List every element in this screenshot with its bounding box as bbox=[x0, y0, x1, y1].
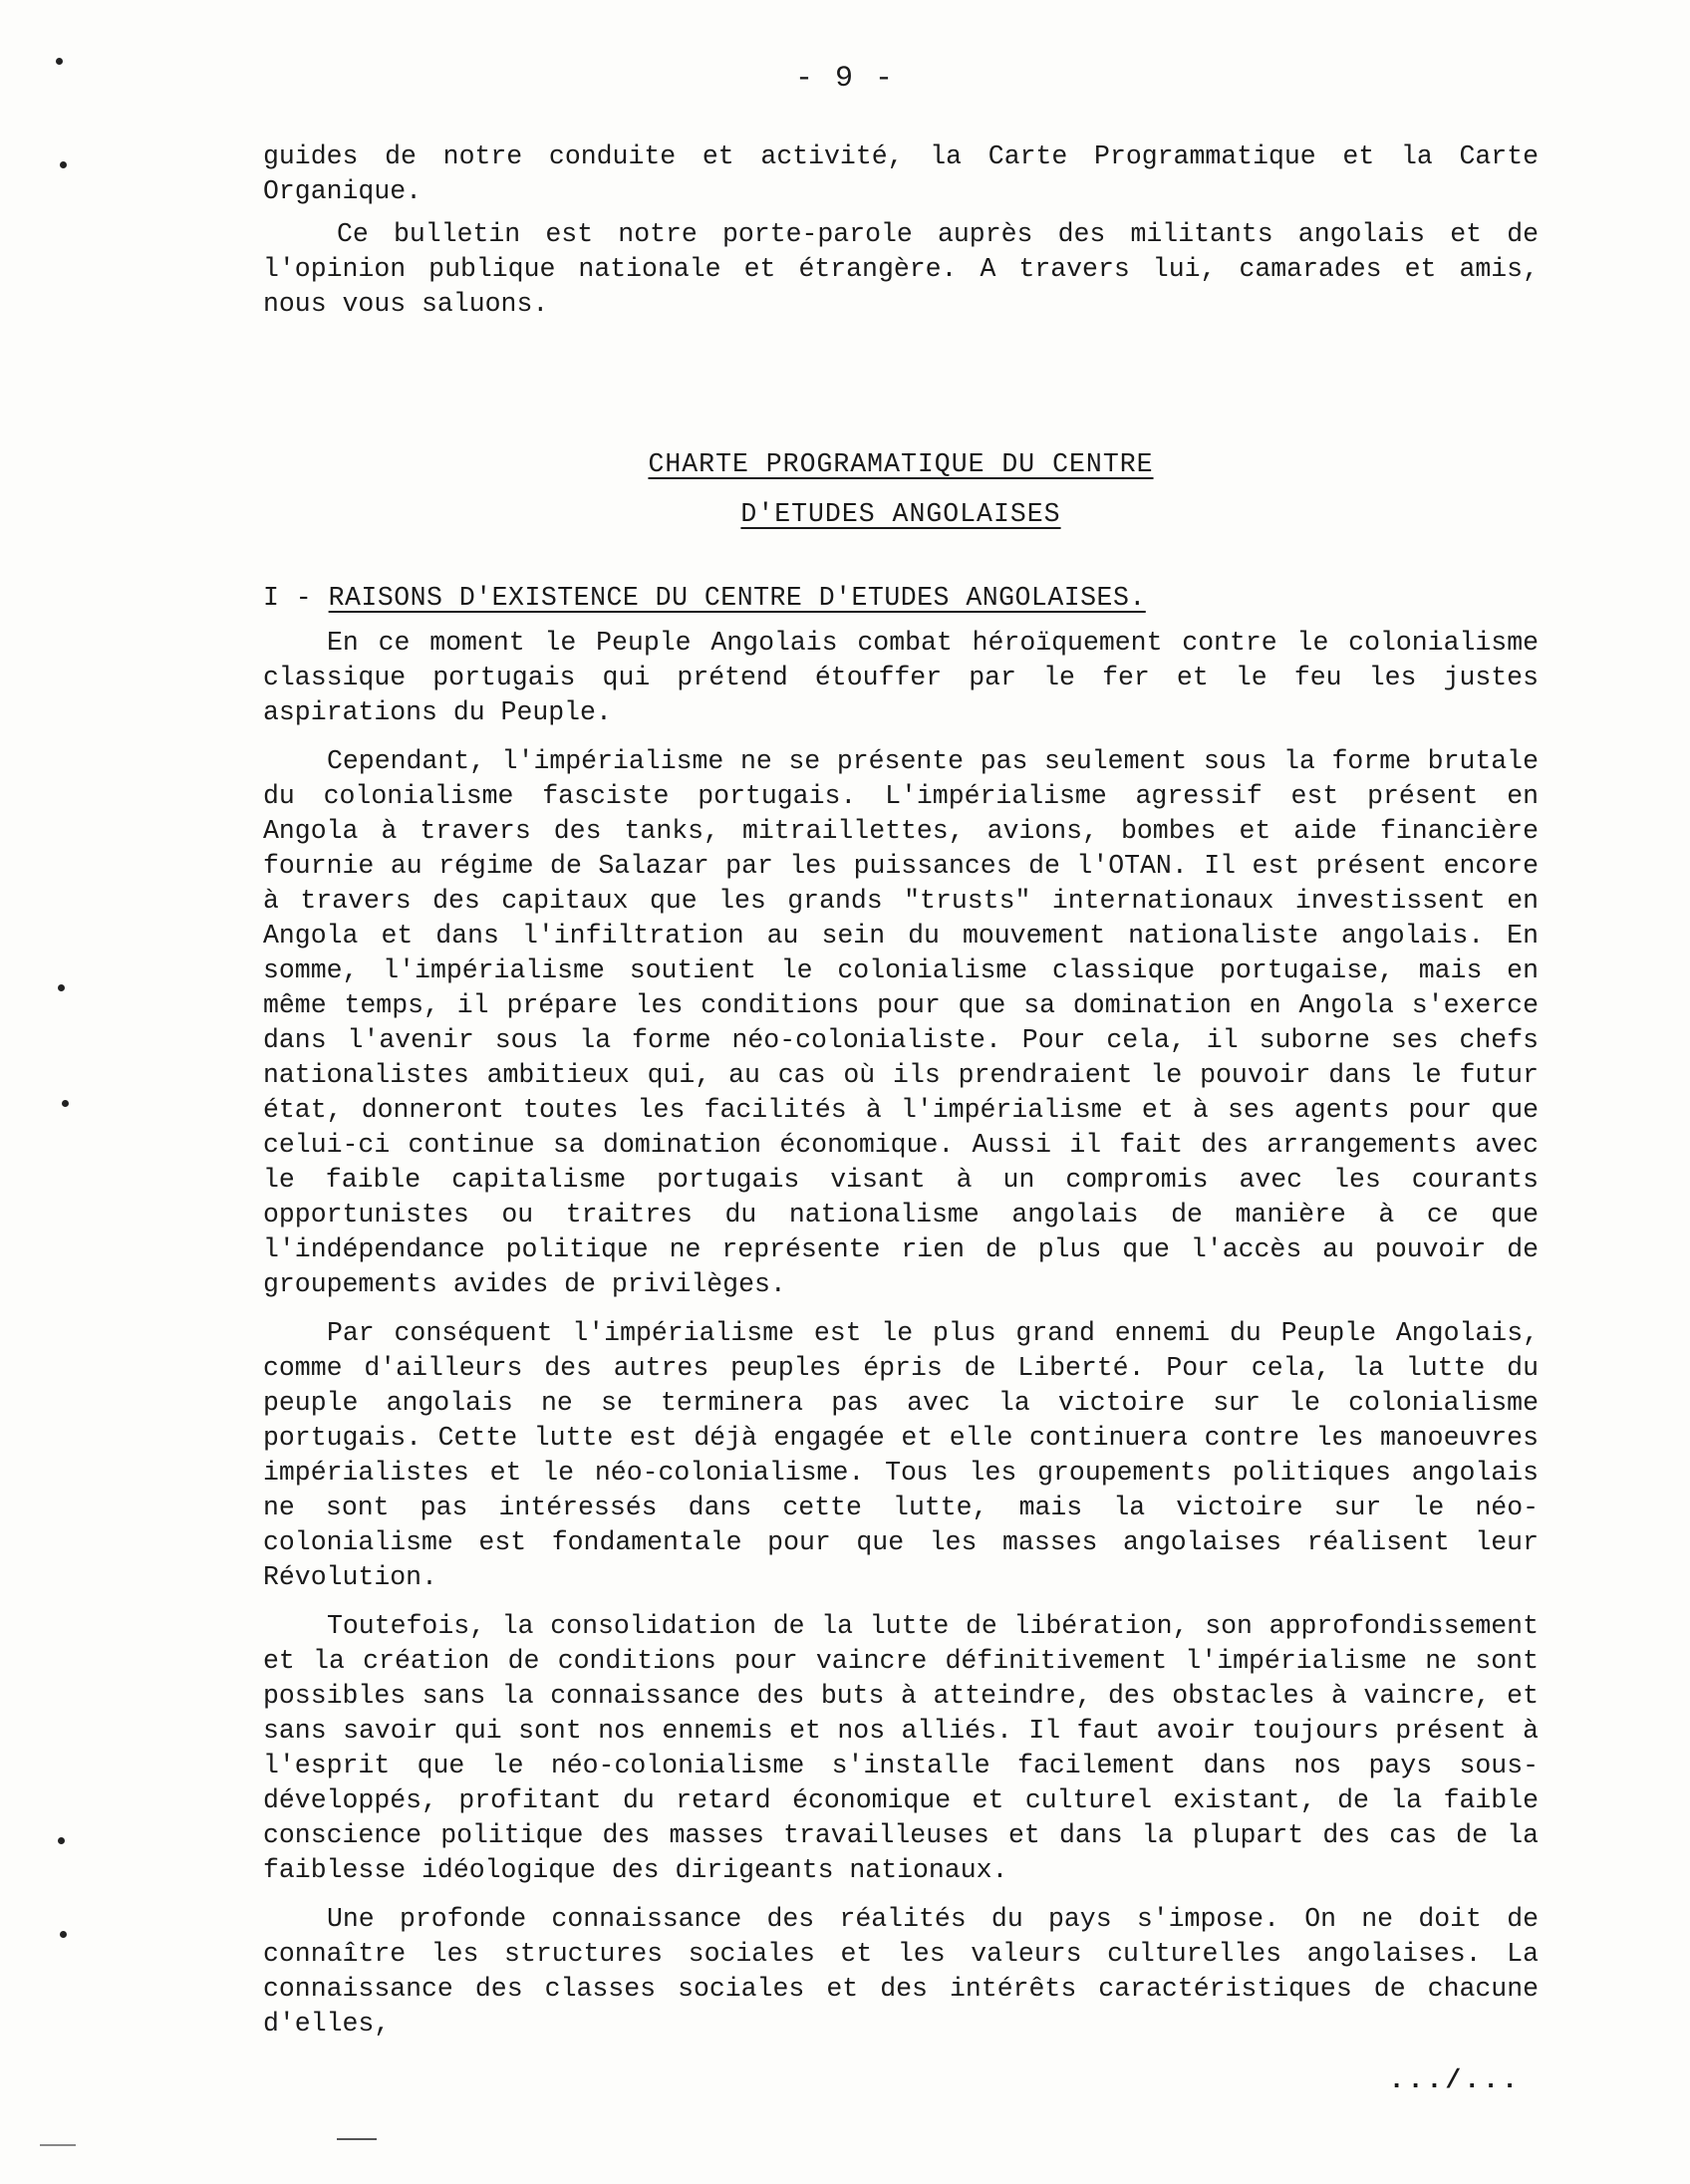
intro-paragraph: Ce bulletin est notre porte-parole auprès des militants angolais et de l'opinion publique nationale et étrangère. A travers lui, camarades et amis, nous vous saluons. bbox=[263, 219, 1539, 319]
scan-speck bbox=[62, 1100, 69, 1107]
section-title: RAISONS D'EXISTENCE DU CENTRE D'ETUDES ANGOLAISES. bbox=[328, 583, 1146, 613]
scan-speck bbox=[58, 1837, 65, 1844]
page-content bbox=[263, 139, 1539, 2098]
body-paragraph: Cependant, l'impérialisme ne se présente pas seulement sous la forme brutale du colonialisme fasciste portugais. L'impérialisme agressif est présent en Angola à travers des tanks, mitraillettes, avions, bombes et aide financière fournie au régime de Salazar par les puissances de l'OTAN. Il est présent encore à travers des capitaux que les grands "trusts" internationaux investissent en Angola et dans l'infiltration au sein du mouvement nationaliste angolais. En somme, l'impérialisme soutient le colonialisme classique portugaise, mais en même temps, il prépare les conditions pour que sa domination en Angola s'exerce dans l'avenir sous la forme néo-colonialiste. Pour cela, il suborne ses chefs nationalistes ambitieux qui, au cas où ils prendraient le pouvoir dans le futur état, donneront toutes les facilités à l'impérialisme et à ses agents pour que celui-ci continue sa domination économique. Aussi il fait des arrangements avec le faible capitalisme portugais visant à un compromis avec les courants opportunistes ou traitres du nationalisme angolais de manière à ce que l'indépendance politique ne représente rien de plus que l'accès au pouvoir de groupements avides de privilèges. bbox=[263, 746, 1539, 1299]
body-paragraph: En ce moment le Peuple Angolais combat héroïquement contre le colonialisme classique portugais qui prétend étouffer par le fer et le feu les justes aspirations du Peuple. bbox=[263, 628, 1539, 727]
scan-speck bbox=[60, 161, 67, 168]
section-heading bbox=[263, 581, 1539, 616]
continuation-marker: .../... bbox=[1388, 2065, 1521, 2095]
scan-speck bbox=[60, 1931, 67, 1938]
title-line: D'ETUDES ANGOLAISES bbox=[740, 499, 1061, 529]
body-paragraph: Par conséquent l'impérialisme est le plus grand ennemi du Peuple Angolais, comme d'ailleurs des autres peuples épris de Liberté. Pour cela, la lutte du peuple angolais ne se terminera pas avec la victoire sur le colonialisme portugais. Cette lutte est déjà engagée et elle continuera contre les manoeuvres impérialistes et le néo-colonialisme. Tous les groupements politiques angolais ne sont pas intéressés dans cette lutte, mais la victoire sur le néo-colonialisme est fondamentale pour que les masses angolaises réalisent leur Révolution. bbox=[263, 1318, 1539, 1592]
scan-line bbox=[40, 2144, 76, 2146]
intro-paragraph: guides de notre conduite et activité, la Carte Programmatique et la Carte Organique. bbox=[263, 141, 1539, 206]
scan-speck bbox=[58, 984, 65, 991]
section-number: I - bbox=[263, 583, 313, 613]
body-paragraph: Toutefois, la consolidation de la lutte de libération, son approfondissement et la création de conditions pour vaincre définitivement l'impérialisme ne sont possibles sans la connaissance des buts à atteindre, des obstacles à vaincre, et sans savoir qui sont nos ennemis et nos alliés. Il faut avoir toujours présent à l'esprit que le néo-colonialisme s'installe facilement dans nos pays sous-développés, profitant du retard économique et culturel existant, de la faible conscience politique des masses travailleuses et dans la plupart des cas de la faiblesse idéologique des dirigeants nationaux. bbox=[263, 1611, 1539, 1885]
body-paragraph: Une profonde connaissance des réalités du pays s'impose. On ne doit de connaître les structures sociales et les valeurs culturelles angolaises. La connaissance des classes sociales et des intérêts caractéristiques de chacune d'elles, bbox=[263, 1904, 1539, 2039]
charter-title bbox=[263, 439, 1539, 539]
title-line: CHARTE PROGRAMATIQUE DU CENTRE bbox=[648, 449, 1154, 479]
scan-line bbox=[337, 2138, 377, 2140]
page-number: - 9 - bbox=[794, 62, 895, 96]
